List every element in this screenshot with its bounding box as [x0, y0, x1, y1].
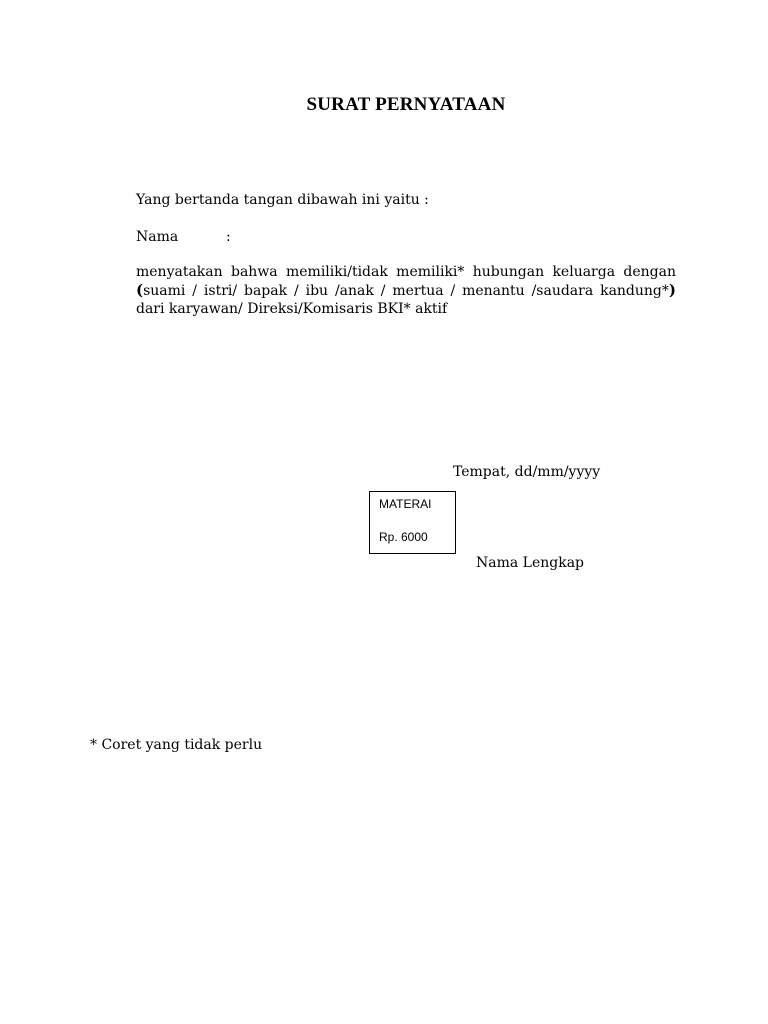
- statement-close-paren: ): [668, 281, 676, 299]
- name-field-separator: :: [226, 229, 231, 245]
- signature-name: Nama Lengkap: [476, 555, 585, 571]
- place-date: Tempat, dd/mm/yyyy: [453, 464, 601, 480]
- footnote: * Coret yang tidak perlu: [90, 737, 263, 753]
- statement-before-paren: menyatakan bahwa memiliki/tidak memiliki* hubungan keluarga dengan: [136, 264, 676, 280]
- name-field-label: Nama: [136, 229, 179, 245]
- stamp-value: Rp. 6000: [379, 530, 428, 544]
- statement-open-paren: (: [136, 281, 144, 299]
- document-title: SURAT PERNYATAAN: [306, 94, 506, 115]
- stamp-label: MATERAI: [379, 497, 432, 511]
- intro-text: Yang bertanda tangan dibawah ini yaitu :: [136, 192, 429, 208]
- statement-paragraph: [136, 263, 676, 318]
- statement-relations: suami / istri/ bapak / ibu /anak / mertua / menantu /saudara kandung*: [143, 283, 669, 299]
- stamp-box: [369, 491, 456, 554]
- statement-after-paren: dari karyawan/ Direksi/Komisaris BKI* aktif: [136, 301, 448, 317]
